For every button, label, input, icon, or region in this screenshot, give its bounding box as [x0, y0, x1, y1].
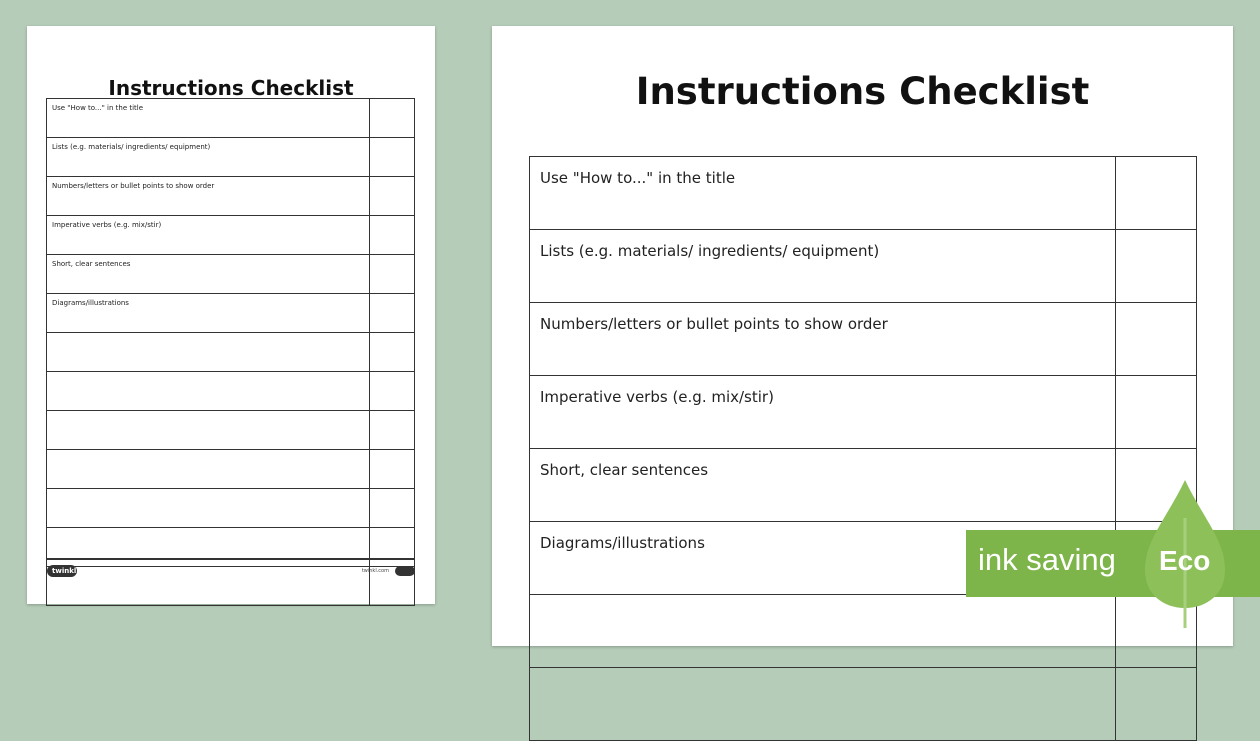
checklist-tick-box — [1116, 376, 1197, 449]
checklist-tick-box — [370, 372, 415, 411]
large-table-row — [530, 449, 1197, 522]
checklist-item-text — [47, 333, 370, 372]
checklist-item-text: Lists (e.g. materials/ ingredients/ equipment) — [530, 230, 1116, 303]
large-table-row — [530, 376, 1197, 449]
checklist-item-text: Numbers/letters or bullet points to show order — [47, 177, 370, 216]
small-table-row — [47, 138, 415, 177]
checklist-item-text: Use "How to..." in the title — [530, 157, 1116, 230]
checklist-item-text: Diagrams/illustrations — [47, 294, 370, 333]
small-worksheet-preview — [27, 26, 435, 604]
small-table-row — [47, 411, 415, 450]
checklist-item-text — [47, 450, 370, 489]
ink-saving-label: ink saving — [978, 542, 1116, 577]
checklist-tick-box — [370, 450, 415, 489]
small-table-row — [47, 450, 415, 489]
large-table-row — [530, 157, 1197, 230]
small-table-row — [47, 333, 415, 372]
checklist-item-text — [47, 372, 370, 411]
checklist-tick-box — [370, 216, 415, 255]
small-table-row — [47, 489, 415, 528]
footer-url: twinkl.com — [361, 568, 389, 574]
checklist-item-text — [47, 567, 370, 606]
large-checklist-table — [529, 156, 1197, 741]
checklist-item-text — [530, 595, 1116, 668]
small-table-row — [47, 528, 415, 567]
eco-label: Eco — [1159, 545, 1211, 576]
checklist-item-text: Diagrams/illustrations — [530, 522, 1116, 595]
small-checklist-table — [46, 98, 415, 606]
leaf-icon — [1143, 478, 1227, 630]
footer-logo-right-icon — [395, 566, 415, 576]
checklist-item-text: Numbers/letters or bullet points to show order — [530, 303, 1116, 376]
checklist-tick-box — [1116, 230, 1197, 303]
checklist-item-text: Short, clear sentences — [530, 449, 1116, 522]
large-table-row — [530, 303, 1197, 376]
small-table-row — [47, 177, 415, 216]
checklist-item-text: Use "How to..." in the title — [47, 99, 370, 138]
checklist-item-text: Lists (e.g. materials/ ingredients/ equipment) — [47, 138, 370, 177]
checklist-tick-box — [370, 255, 415, 294]
checklist-item-text — [47, 489, 370, 528]
small-table-row — [47, 99, 415, 138]
checklist-tick-box — [370, 138, 415, 177]
checklist-tick-box — [370, 489, 415, 528]
checklist-tick-box — [370, 177, 415, 216]
checklist-item-text — [530, 668, 1116, 741]
small-sheet-title: Instructions Checklist — [108, 76, 354, 100]
checklist-item-text: Imperative verbs (e.g. mix/stir) — [530, 376, 1116, 449]
large-table-row — [530, 668, 1197, 741]
footer-logo: twinkl — [47, 565, 77, 577]
small-footer-line — [46, 558, 415, 560]
checklist-tick-box — [370, 411, 415, 450]
checklist-item-text: Imperative verbs (e.g. mix/stir) — [47, 216, 370, 255]
small-table-row — [47, 255, 415, 294]
small-table-row — [47, 567, 415, 606]
checklist-tick-box — [370, 528, 415, 567]
small-table-row — [47, 216, 415, 255]
large-table-row — [530, 595, 1197, 668]
small-table-row — [47, 372, 415, 411]
checklist-item-text — [47, 411, 370, 450]
checklist-tick-box — [370, 99, 415, 138]
checklist-item-text — [47, 528, 370, 567]
checklist-tick-box — [370, 333, 415, 372]
small-table-row — [47, 294, 415, 333]
large-table-row — [530, 230, 1197, 303]
checklist-tick-box — [1116, 303, 1197, 376]
large-sheet-title: Instructions Checklist — [635, 70, 1090, 113]
checklist-item-text: Short, clear sentences — [47, 255, 370, 294]
checklist-tick-box — [1116, 157, 1197, 230]
checklist-tick-box — [370, 294, 415, 333]
checklist-tick-box — [1116, 668, 1197, 741]
